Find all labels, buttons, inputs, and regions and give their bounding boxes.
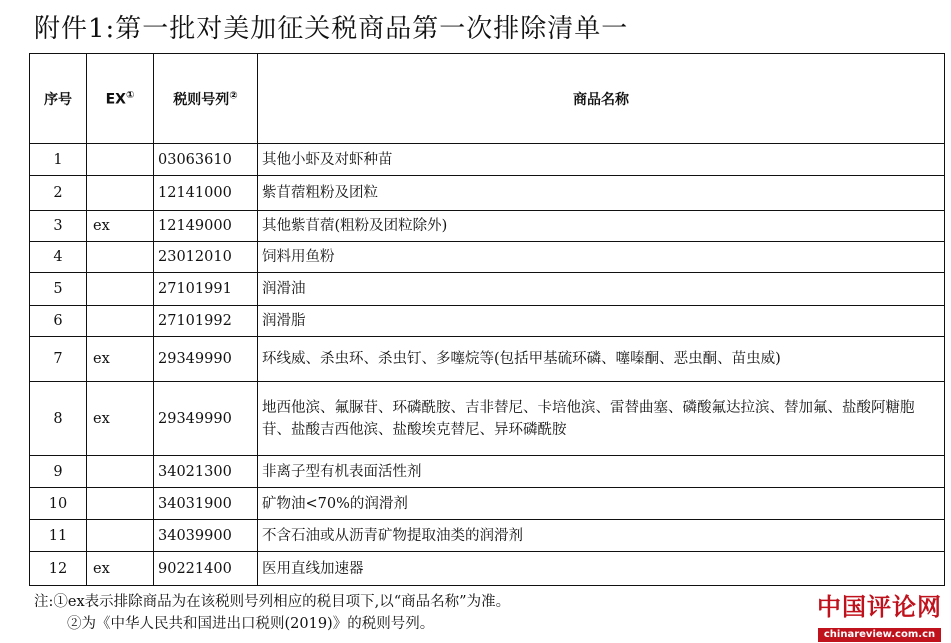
row-seq: 12: [30, 552, 87, 586]
row-seq: 8: [30, 382, 87, 456]
header-ex: [87, 54, 154, 144]
table-row: [30, 520, 945, 552]
row-seq: 3: [30, 211, 87, 242]
row-name: 医用直线加速器: [258, 552, 945, 586]
row-name: 地西他滨、氟脲苷、环磷酰胺、吉非替尼、卡培他滨、雷替曲塞、磷酸氟达拉滨、替加氟、盐酸阿糖胞苷、盐酸吉西他滨、盐酸埃克替尼、异环磷酰胺: [258, 382, 945, 456]
table-row: [30, 144, 945, 176]
row-seq: 5: [30, 273, 87, 306]
footnote-2: ②为《中华人民共和国进出口税则(2019)》的税则号列。: [67, 616, 435, 632]
row-name: 其他紫苜蓿(粗粉及团粒除外): [258, 211, 945, 242]
row-code: 12149000: [154, 211, 258, 242]
row-seq: 1: [30, 144, 87, 176]
row-code: 34021300: [154, 456, 258, 488]
header-ex-footnote: ①: [125, 89, 135, 101]
footnotes: [34, 591, 510, 635]
header-code-footnote: ②: [229, 89, 238, 101]
table-row: [30, 382, 945, 456]
watermark-logo: [812, 592, 947, 642]
row-name: 不含石油或从沥青矿物提取油类的润滑剂: [258, 520, 945, 552]
row-ex: [87, 488, 154, 520]
row-seq: 4: [30, 242, 87, 273]
row-ex: [87, 176, 154, 211]
header-code: [154, 54, 258, 144]
table-row: [30, 306, 945, 337]
row-name: 饲料用鱼粉: [258, 242, 945, 273]
table-row: [30, 242, 945, 273]
row-code: 12141000: [154, 176, 258, 211]
header-name-label: 商品名称: [573, 91, 629, 108]
header-name: [258, 54, 945, 144]
row-code: 34031900: [154, 488, 258, 520]
row-ex: [87, 242, 154, 273]
row-code: 27101992: [154, 306, 258, 337]
table-row: [30, 211, 945, 242]
row-code: 23012010: [154, 242, 258, 273]
row-name: 非离子型有机表面活性剂: [258, 456, 945, 488]
footnote-1: 注:①ex表示排除商品为在该税则号列相应的税目项下,以“商品名称”为准。: [34, 594, 511, 610]
row-code: 34039900: [154, 520, 258, 552]
row-ex: ex: [87, 382, 154, 456]
row-name: 润滑脂: [258, 306, 945, 337]
exclusion-list-table: [29, 53, 945, 586]
table-row: [30, 273, 945, 306]
row-ex: [87, 306, 154, 337]
row-seq: 2: [30, 176, 87, 211]
table-row: [30, 176, 945, 211]
row-name: 其他小虾及对虾种苗: [258, 144, 945, 176]
row-seq: 11: [30, 520, 87, 552]
header-code-label: 税则号列: [173, 91, 230, 108]
row-ex: [87, 144, 154, 176]
table-row: [30, 337, 945, 382]
page-title: 附件1:第一批对美加征关税商品第一次排除清单一: [34, 14, 629, 44]
table-header-row: [30, 54, 945, 144]
row-code: 03063610: [154, 144, 258, 176]
header-seq-label: 序号: [44, 91, 72, 108]
watermark-text: 中国评论网: [817, 593, 942, 621]
row-ex: ex: [87, 211, 154, 242]
row-name: 矿物油<70%的润滑剂: [258, 488, 945, 520]
header-seq: [30, 54, 87, 144]
row-ex: [87, 273, 154, 306]
row-ex: [87, 456, 154, 488]
row-name: 环线威、杀虫环、杀虫钉、多噻烷等(包括甲基硫环磷、噻嗪酮、恶虫酮、苗虫威): [258, 337, 945, 382]
watermark-url: chinareview.com.cn: [818, 628, 941, 642]
header-ex-label: EX: [105, 91, 126, 108]
row-name: 润滑油: [258, 273, 945, 306]
table-row: [30, 456, 945, 488]
row-seq: 6: [30, 306, 87, 337]
row-code: 90221400: [154, 552, 258, 586]
table-row: [30, 552, 945, 586]
row-code: 29349990: [154, 337, 258, 382]
row-ex: [87, 520, 154, 552]
row-name: 紫苜蓿粗粉及团粒: [258, 176, 945, 211]
row-seq: 10: [30, 488, 87, 520]
row-seq: 9: [30, 456, 87, 488]
table-row: [30, 488, 945, 520]
row-code: 29349990: [154, 382, 258, 456]
row-ex: ex: [87, 552, 154, 586]
row-seq: 7: [30, 337, 87, 382]
row-ex: ex: [87, 337, 154, 382]
row-code: 27101991: [154, 273, 258, 306]
